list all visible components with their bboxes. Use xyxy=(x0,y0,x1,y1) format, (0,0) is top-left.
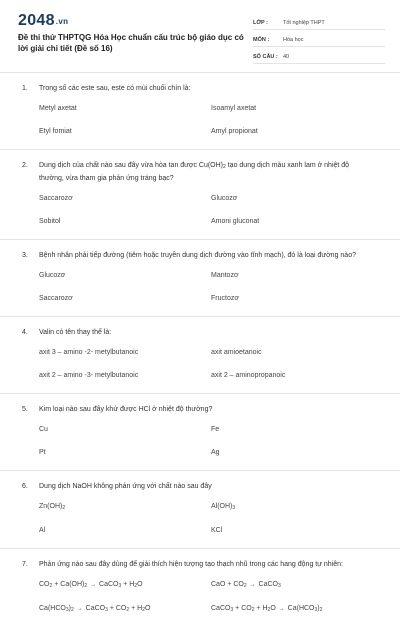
answer-option[interactable]: Metyl axetat xyxy=(39,105,77,112)
answer-option[interactable]: axit 2 – amino -3- metylbutanoic xyxy=(39,372,139,379)
question-text: Kim loại nào sau đây khử được HCl ở nhiệt độ thường? xyxy=(39,406,213,413)
answer-option[interactable]: axit 3 – amino -2- metylbutanoic xyxy=(39,349,139,356)
meta-row-count xyxy=(253,50,385,64)
answer-options xyxy=(39,580,380,627)
exam-meta xyxy=(253,16,385,64)
answer-option[interactable]: Isoamyl axetat xyxy=(211,105,257,112)
answer-option[interactable]: Etyl fomiat xyxy=(39,128,72,135)
answer-option[interactable]: Amoni gluconat xyxy=(211,218,260,225)
meta-value: 40 xyxy=(283,53,290,60)
answer-option[interactable]: CaO + $CO_2$ → CaCO$_3$ xyxy=(211,581,281,589)
answer-options xyxy=(39,502,380,548)
question-item xyxy=(0,470,400,548)
question-header xyxy=(22,83,380,94)
question-number: 1. xyxy=(22,85,28,92)
question-header xyxy=(22,481,380,492)
answer-option[interactable]: Saccarozơ xyxy=(39,295,73,302)
answer-option[interactable]: $CO_2 + Ca(OH)_2$ → CaCO$_3$ + $H_2O$ xyxy=(39,581,143,589)
question-number: 6. xyxy=(22,483,28,490)
meta-label: MÔN : xyxy=(253,36,270,43)
answer-option[interactable]: $Al(OH)_3$ xyxy=(211,503,236,511)
answer-option[interactable]: KCl xyxy=(211,527,223,534)
question-header xyxy=(22,559,380,570)
question-number: 4. xyxy=(22,329,28,336)
answer-option[interactable]: Glucozơ xyxy=(211,195,238,202)
meta-label: SỐ CÂU : xyxy=(253,53,278,60)
question-item xyxy=(0,548,400,627)
answer-option[interactable]: $Zn(OH)_2$ xyxy=(39,503,66,511)
answer-option[interactable]: Saccarozơ xyxy=(39,195,73,202)
question-number: 5. xyxy=(22,406,28,413)
answer-option[interactable]: Amyl propionat xyxy=(211,128,258,135)
meta-value: Hóa học xyxy=(283,36,304,43)
answer-options xyxy=(39,348,380,393)
question-text: Dung dịch NaOH không phản ứng với chất nào sau đây xyxy=(39,483,212,490)
question-item xyxy=(0,149,400,239)
answer-option[interactable]: $Ca(HCO_3)_2$ → CaCO$_3$ + $CO_2 + H_2O$ xyxy=(39,605,151,613)
question-number: 2. xyxy=(22,162,28,169)
question-text: Phản ứng nào sau đây dùng để giải thích hiện tượng tạo thạch nhũ trong các hang động tự nhiên: xyxy=(39,561,343,568)
answer-option[interactable]: Cu xyxy=(39,426,48,433)
question-header xyxy=(22,327,380,338)
question-text: Valin có tên thay thế là: xyxy=(39,329,112,336)
answer-option[interactable]: Sobitol xyxy=(39,218,61,225)
meta-row-subject xyxy=(253,33,385,47)
question-text: Trong số các este sau, este có mùi chuối chín là: xyxy=(39,85,191,92)
answer-option[interactable]: Glucozơ xyxy=(39,272,66,279)
question-number: 3. xyxy=(22,252,28,259)
answer-options xyxy=(39,271,380,316)
answer-options xyxy=(39,194,380,239)
meta-value: Tốt nghiệp THPT xyxy=(283,19,325,26)
answer-option[interactable]: axit amioetanoic xyxy=(211,349,262,356)
question-text: Dung dịch của chất nào sau đây vừa hòa tan được $Cu(OH)_2$ tạo dung dịch màu xanh lam ở nhiệt độ thường, vừa tham gia phản ứng tráng bạc? xyxy=(39,162,350,182)
answer-options xyxy=(39,104,380,149)
answer-option[interactable]: axit 2 – aminopropanoic xyxy=(211,372,286,379)
question-list xyxy=(0,72,400,627)
site-logo[interactable] xyxy=(18,12,68,30)
question-item xyxy=(0,393,400,470)
question-item xyxy=(0,316,400,393)
answer-option[interactable]: CaCO$_3$ + $CO_2 + H_2O \to Ca(HCO_3)_2$ xyxy=(211,605,323,613)
question-header xyxy=(22,160,380,184)
answer-option[interactable]: Ag xyxy=(211,449,220,456)
meta-label: LỚP : xyxy=(253,19,268,26)
question-item xyxy=(0,72,400,149)
document-title: Đề thi thử THPTQG Hóa Học chuẩn cấu trúc bộ giáo dục có lời giải chi tiết (Đề số 16) xyxy=(18,33,244,53)
answer-options xyxy=(39,425,380,470)
answer-option[interactable]: Mantozơ xyxy=(211,272,239,279)
meta-row-class xyxy=(253,16,385,30)
question-item xyxy=(0,239,400,316)
question-text: Bệnh nhân phải tiếp đường (tiêm hoặc truyền dung dịch đường vào tĩnh mạch), đó là loại đường nào? xyxy=(39,252,356,259)
answer-option[interactable]: Pt xyxy=(39,449,46,456)
answer-option[interactable]: Fructozơ xyxy=(211,295,239,302)
question-header xyxy=(22,404,380,415)
answer-option[interactable]: Al xyxy=(39,527,46,534)
question-header xyxy=(22,250,380,261)
answer-option[interactable]: Fe xyxy=(211,426,220,433)
logo-suffix: .vn xyxy=(55,17,69,26)
header xyxy=(0,0,400,70)
logo-text: 2048 xyxy=(18,12,55,29)
question-number: 7. xyxy=(22,561,28,568)
